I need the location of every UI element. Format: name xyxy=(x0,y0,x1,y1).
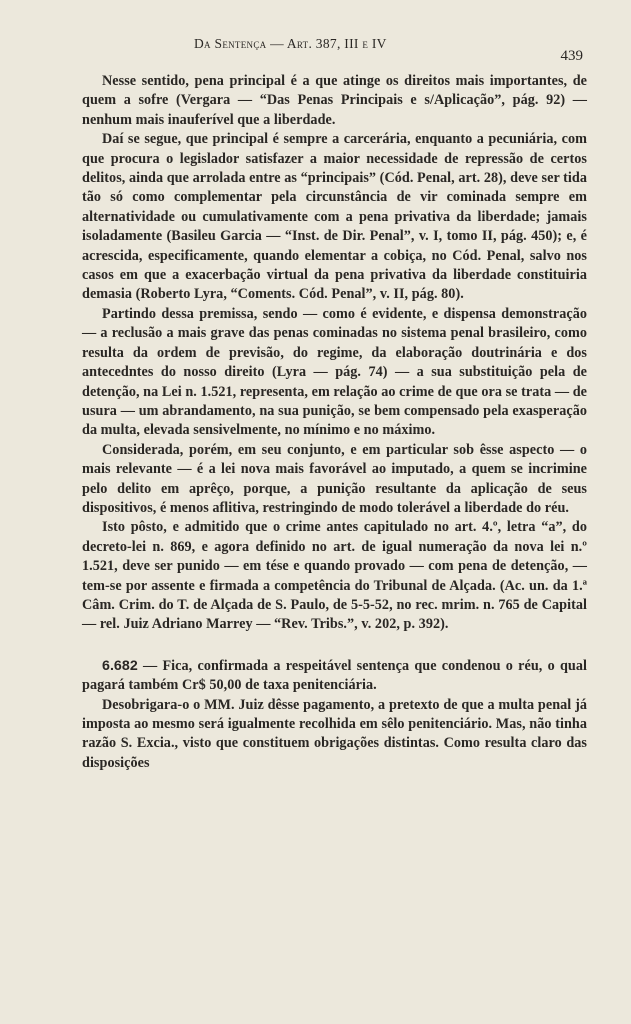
paragraph-closing: Desobrigara-o o MM. Juiz dêsse pagamento, a pretexto de que a multa penal já imposta ao mesmo será igualmente recolhida em sêlo penitenciário. Mas, não tinha razão S. Excia., visto que constituem obrigações distintas. Como resulta claro das disposições xyxy=(82,696,587,771)
running-head xyxy=(82,0,587,72)
paragraph-penalty-definition: Nesse sentido, pena principal é a que atinge os direitos mais importantes, de quem a sofre (Vergara — “Das Penas Principais e s/Aplicação”, pág. 92) — nenhum mais inauferível que a liberdade. xyxy=(82,73,587,128)
entry-number: 6.682 xyxy=(102,657,138,674)
section-gap xyxy=(82,635,587,657)
paragraph-premise: Partindo dessa premissa, sendo — como é evidente, e dispensa demonstração — a reclusão a mais grave das penas cominadas no sistema penal brasileiro, como resulta da ordem de previsão, do regime, da elaboração doutrinária e dos antecedntes do nosso direito (Lyra — pág. 74) — a sua substituição pela de detenção, na Lei n. 1.521, representa, em relação ao crime de que ora se trata — de usura — um abrandamento, na sua punição, se bem compensado pela exasperação da multa, elevada sensivelmente, no mínimo e no máximo. xyxy=(82,305,587,439)
page-number: 439 xyxy=(560,48,583,64)
entry-text: — Fica, confirmada a respeitável sentença que condenou o réu, o qual pagará também Cr$ 50,00 de taxa penitenciária. xyxy=(82,657,587,694)
running-title: Da Sentença — Art. 387, III e IV xyxy=(194,36,387,51)
paragraph-principal-penalty: Daí se segue, que principal é sempre a carcerária, enquanto a pecuniária, com que procura o legislador satisfazer a maior necessidade de repressão de certos delitos, ainda que arrolada entre as “principais” (Cód. Penal, art. 28), deve ser tida tão só como complementar pela circunstância de vir cominada sempre em alternatividade ou cumulativamente com a pena privativa da liberdade; jamais isoladamente (Basileu Garcia — “Inst. de Dir. Penal”, v. I, tomo II, pág. 450); e, é acrescida, especificamente, quando elementar a cobiça, no Cód. Penal, salvo nos casos em que a exacerbação virtual da pena privativa da liberdade constituiria demasia (Roberto Lyra, “Coments. Cód. Penal”, v. II, pág. 80). xyxy=(82,131,587,303)
entry-paragraph xyxy=(82,657,587,696)
paragraph-considered: Considerada, porém, em seu conjunto, e em particular sob êsse aspecto — o mais relevante — é a lei nova mais favorável ao imputado, a quem se incrimine pelo delito em aprêço, porque, a punição resultante da aplicação de seus dispositivos, é menos aflitiva, restringindo de modo tolerável a liberdade do réu. xyxy=(82,441,587,516)
paragraph-competence: Isto pôsto, e admitido que o crime antes capitulado no art. 4.º, letra “a”, do decreto-lei n. 869, e agora definido no art. de igual numeração da nova lei n.º 1.521, deve ser punido — em tése e quando provado — com pena de detenção, — tem-se por assente e firmada a competência do Tribunal de Alçada. (Ac. un. da 1.ª Câm. Crim. do T. de Alçada de S. Paulo, de 5-5-52, no rec. mrim. n. 765 de Capital — rel. Juiz Adriano Marrey — “Rev. Tribs.”, v. 202, p. 392). xyxy=(82,519,587,633)
